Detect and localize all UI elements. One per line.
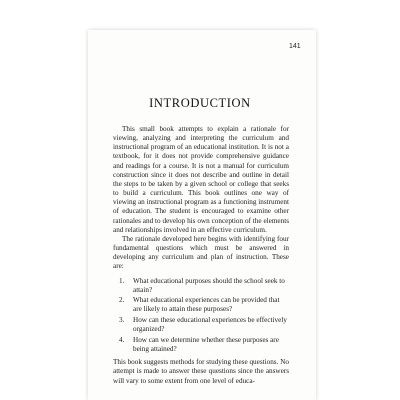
- paragraph-intro: This small book attempts to explain a rationale for viewing, analyzing and interpreting the curriculum and instructional program of an educational institution. It is not a textbook, for it does not provide comprehensive guidance and readings for a course. It is not a manual for curriculum construction since it does not describe and outline in detail the steps to be taken by a given school or college that seeks to build a curriculum. This book outlines one way of viewing an instructional program as a functioning instrument of education. The student is encouraged to examine other rationales and to develop his own conception of the elements and relationships involved in an effective curriculum.: [113, 125, 289, 234]
- list-item-text: How can these educational experiences be effectively organized?: [133, 316, 287, 334]
- list-item: [113, 296, 289, 314]
- list-item-number: 3.: [119, 316, 125, 325]
- paragraph-closing: This book suggests methods for studying these questions. No attempt is made to answer these questions since the answers will vary to some extent from one level of educa-: [113, 358, 289, 385]
- list-item-text: What educational experiences can be provided that are likely to attain these purposes?: [133, 296, 280, 314]
- chapter-title: INTRODUCTION: [149, 96, 251, 110]
- list-item-text: What educational purposes should the school seek to attain?: [133, 276, 285, 294]
- list-item-number: 2.: [119, 296, 125, 305]
- page-number: 141: [289, 43, 301, 50]
- list-item-number: 4.: [119, 335, 125, 344]
- list-item-text: How can we determine whether these purposes are being attained?: [133, 335, 279, 354]
- body-text: [113, 125, 289, 386]
- list-item: [113, 316, 289, 334]
- list-item: [113, 336, 289, 354]
- list-item: [113, 277, 289, 295]
- list-item-number: 1.: [119, 276, 125, 285]
- paragraph-rationale: The rationale developed here begins with identifying four fundamental questions which must be answered in developing any curriculum and plan of instruction. These are:: [113, 234, 289, 271]
- question-list: [113, 277, 289, 355]
